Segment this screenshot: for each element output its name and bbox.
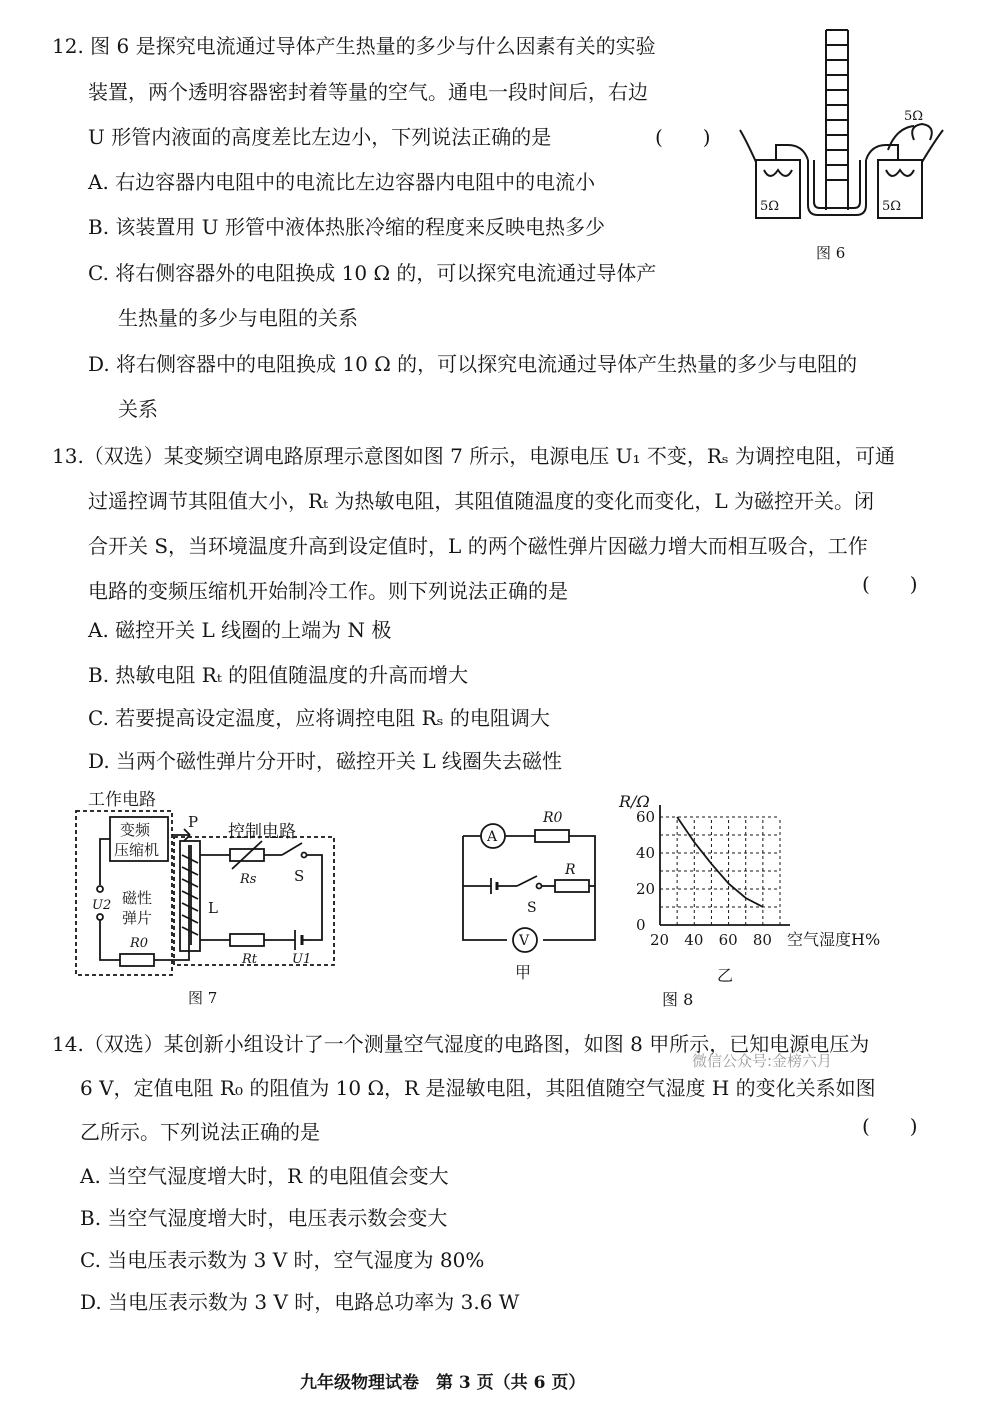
fig7-control-circuit-label: 控制电路: [228, 822, 296, 842]
chart-series-line: [677, 817, 763, 907]
fig7-u1-label: U1: [292, 952, 312, 967]
chart-ylabel: R/Ω: [619, 792, 650, 811]
fig7-u2-label: U2: [92, 898, 112, 913]
chart-x-tick-label: 80: [752, 931, 772, 949]
fig8-jia-label: 甲: [515, 963, 532, 982]
q12-option-c-line1: C. 将右侧容器外的电阻换成 10 Ω 的，可以探究电流通过导体产: [88, 261, 657, 285]
fig6-caption: 图 6: [816, 244, 846, 262]
watermark-text: 微信公众号:金榜六月: [692, 1052, 833, 1070]
q13-answer-paren: ( ): [862, 572, 918, 596]
chart-x-tick-label: 40: [684, 931, 704, 949]
q13-line2: 过遥控调节其阻值大小，Rₜ 为热敏电阻，其阻值随温度的变化而变化，L 为磁控开关。闭: [88, 489, 874, 513]
q12-line3: U 形管内液面的高度差比左边小，下列说法正确的是: [88, 125, 552, 149]
fig8-r-label: R: [565, 862, 576, 878]
fig7-r0-label: R0: [130, 936, 149, 951]
chart-ticks: [636, 808, 772, 949]
fig8-r0-label: R0: [543, 810, 563, 826]
q12-option-a: A. 右边容器内电阻中的电流比左边容器内电阻中的电流小: [88, 170, 596, 194]
q13-line3: 合开关 S，当环境温度升高到设定值时，L 的两个磁性弹片因磁力增大而相互吸合，工作: [88, 534, 868, 558]
fig7-magnet-label-1: 磁性: [122, 889, 153, 907]
chart-y-tick-label: 0: [636, 916, 646, 934]
q12-option-b: B. 该装置用 U 形管中液体热胀冷缩的程度来反映电热多少: [88, 215, 605, 239]
q13-option-d: D. 当两个磁性弹片分开时，磁控开关 L 线圈失去磁性: [88, 749, 563, 773]
figure-7-inverter-ac-circuit: [70, 785, 345, 1015]
chart-y-tick-label: 60: [636, 808, 656, 826]
fig7-work-circuit-label: 工作电路: [88, 790, 156, 810]
q13-option-c: C. 若要提高设定温度，应将调控电阻 Rₛ 的电阻调大: [88, 706, 550, 730]
fig8-caption: 图 8: [662, 990, 694, 1009]
q13-line4: 电路的变频压缩机开始制冷工作。则下列说法正确的是: [88, 579, 568, 603]
fig7-compressor-label-2: 压缩机: [114, 841, 160, 859]
chart-xlabel: 空气湿度H%: [787, 930, 881, 949]
q14-line1: 14.（双选）某创新小组设计了一个测量空气湿度的电路图，如图 8 甲所示，已知电源电压为: [52, 1032, 870, 1056]
chart-grid: [660, 817, 780, 925]
chart-y-tick-label: 20: [636, 880, 656, 898]
page-footer: 九年级物理试卷 第 3 页（共 6 页）: [300, 1373, 586, 1393]
chart-y-tick-label: 40: [636, 844, 656, 862]
q14-option-d: D. 当电压表示数为 3 V 时，电路总功率为 3.6 W: [80, 1290, 520, 1314]
fig8-ammeter-label: A: [487, 829, 498, 845]
q12-line1: 12. 图 6 是探究电流通过导体产生热量的多少与什么因素有关的实验: [52, 34, 656, 58]
fig7-rt-label: Rt: [242, 952, 258, 967]
q14-option-a: A. 当空气湿度增大时，R 的电阻值会变大: [80, 1164, 449, 1188]
fig7-p-label: P: [188, 813, 199, 831]
fig7-magnet-label-2: 弹片: [122, 909, 153, 927]
fig7-rs-label: Rs: [240, 872, 257, 887]
q12-line2: 装置，两个透明容器密封着等量的空气。通电一段时间后，右边: [88, 80, 648, 104]
q14-option-c: C. 当电压表示数为 3 V 时，空气湿度为 80%: [80, 1248, 485, 1272]
q13-line1: 13.（双选）某变频空调电路原理示意图如图 7 所示，电源电压 U₁ 不变，Rₛ 为调控电阻，可通: [52, 444, 895, 468]
q14-answer-paren: ( ): [862, 1114, 918, 1138]
figure-6-joule-heat-apparatus: [738, 20, 948, 265]
figure-8-yi-chart: [615, 785, 915, 985]
fig8-s-label: S: [527, 900, 537, 916]
fig8-yi-label: 乙: [717, 966, 734, 985]
q14-line2: 6 V，定值电阻 R₀ 的阻值为 10 Ω，R 是湿敏电阻，其阻值随空气湿度 H 的变化关系如图: [80, 1076, 876, 1100]
figure-8-jia-circuit: [455, 800, 615, 985]
fig6-left-resistor-label: 5Ω: [760, 199, 780, 214]
q12-option-c-line2: 生热量的多少与电阻的关系: [118, 306, 358, 330]
fig7-l-label: L: [208, 899, 218, 917]
q14-option-b: B. 当空气湿度增大时，电压表示数会变大: [80, 1206, 448, 1230]
chart-x-tick-label: 20: [650, 931, 670, 949]
q12-option-d-line2: 关系: [118, 397, 158, 421]
q12-option-d-line1: D. 将右侧容器中的电阻换成 10 Ω 的，可以探究电流通过导体产生热量的多少与电阻的: [88, 352, 858, 376]
fig7-caption: 图 7: [188, 989, 218, 1007]
chart-x-tick-label: 60: [718, 931, 738, 949]
q13-option-b: B. 热敏电阻 Rₜ 的阻值随温度的升高而增大: [88, 663, 469, 687]
fig8-voltmeter-label: V: [519, 933, 530, 949]
q12-answer-paren: ( ): [655, 125, 711, 149]
q13-option-a: A. 磁控开关 L 线圈的上端为 N 极: [88, 618, 392, 642]
fig7-s-label: S: [294, 867, 305, 885]
fig6-right-resistor-label: 5Ω: [882, 199, 902, 214]
fig6-external-resistor-label: 5Ω: [904, 109, 924, 124]
fig7-compressor-label-1: 变频: [120, 821, 151, 839]
q14-line3: 乙所示。下列说法正确的是: [80, 1120, 320, 1144]
